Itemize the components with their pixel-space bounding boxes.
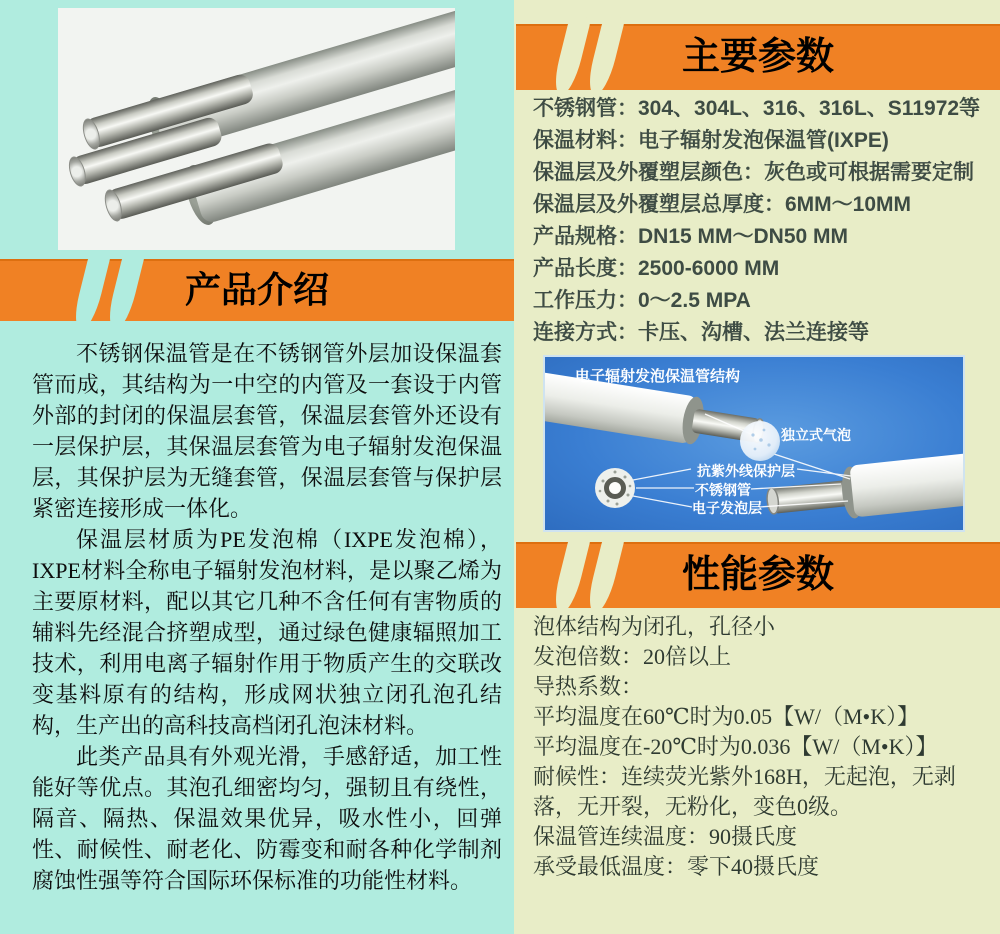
quote-mark-icon <box>550 17 591 95</box>
pipe-structure-diagram <box>543 355 965 532</box>
right-panel <box>514 0 1000 934</box>
param-line: 产品长度：2500-6000 MM <box>533 257 780 280</box>
performance-line: 平均温度在-20℃时为0.036【W/（M•K）】 <box>533 734 938 759</box>
diagram-label-uv-layer: 抗紫外线保护层 <box>697 463 795 479</box>
performance-line: 保温管连续温度：90摄氏度 <box>533 824 798 849</box>
performance-line: 泡体结构为闭孔，孔径小 <box>533 614 776 639</box>
quote-mark-icon <box>550 535 591 613</box>
intro-paragraph: 不锈钢保温管是在不锈钢管外层加设保温套管而成，其结构为一中空的内管及一套设于内管外部的封闭的保温层套管，保温层套管外还设有一层保护层，其保温层套管为电子辐射发泡保温层，其保护层为无缝套管，保温层套管与保护层紧密连接形成一体化。 <box>32 341 502 521</box>
performance-line: 承受最低温度：零下40摄氏度 <box>533 854 820 879</box>
intro-paragraph: 保温层材质为PE发泡棉（IXPE发泡棉），IXPE材料全称电子辐射发泡材料，是以聚乙烯为主要原材料，配以其它几种不含任何有害物质的辅料先经混合挤塑成型，通过绿色健康辐照加工技术，利用电离子辐射作用于物质产生的交联改变基料原有的结构，形成网状独立闭孔泡孔结构，生产出的高科技高档闭孔泡沫材料。 <box>32 527 502 738</box>
param-line: 保温层及外覆塑层总厚度：6MM～10MM <box>533 193 912 216</box>
param-line: 工作压力：0～2.5 MPA <box>533 289 751 312</box>
param-line: 产品规格：DN15 MM～DN50 MM <box>533 225 849 248</box>
diagram-label-steel-pipe: 不锈钢管 <box>695 482 751 498</box>
performance-list <box>533 612 998 882</box>
section-title: 主要参数 <box>681 36 834 78</box>
diagram-label-bubble: 独立式气泡 <box>781 427 851 443</box>
diagram-label-foam-layer: 电子发泡层 <box>692 500 762 516</box>
quote-mark-icon <box>584 535 625 613</box>
product-photo <box>58 8 455 250</box>
main-params-list <box>533 93 995 349</box>
performance-line: 导热系数： <box>533 674 644 699</box>
param-line: 保温材料：电子辐射发泡保温管(IXPE) <box>533 129 889 152</box>
intro-paragraph: 此类产品具有外观光滑，手感舒适，加工性能好等优点。其泡孔细密均匀，强韧且有绕性，隔音、隔热、保温效果优异，吸水性小，回弹性、耐候性、耐老化、防霉变和耐各种化学制剂腐蚀性强等符合国际环保标准的功能性材料。 <box>32 744 502 893</box>
performance-line: 耐候性：连续荧光紫外168H，无起泡，无剥落，无开裂，无粉化，变色0级。 <box>533 764 956 819</box>
param-line: 不锈钢管：304、304L、316、316L、S11972等 <box>533 97 981 120</box>
section-header-main-params <box>516 24 1000 90</box>
section-header-performance <box>516 542 1000 608</box>
quote-mark-icon <box>584 17 625 95</box>
quote-mark-icon <box>104 252 145 330</box>
performance-line: 平均温度在60℃时为0.05【W/（M•K）】 <box>533 704 920 729</box>
diagram-title: 电子辐射发泡保温管结构 <box>575 368 741 385</box>
quote-mark-icon <box>70 252 111 330</box>
intro-paragraphs <box>32 338 502 896</box>
section-title: 性能参数 <box>681 554 834 596</box>
param-line: 连接方式：卡压、沟槽、法兰连接等 <box>533 321 869 344</box>
section-title: 产品介绍 <box>184 269 329 310</box>
param-line: 保温层及外覆塑层颜色：灰色或可根据需要定制 <box>533 161 974 184</box>
performance-line: 发泡倍数：20倍以上 <box>533 644 732 669</box>
section-header-product-intro <box>0 259 514 321</box>
